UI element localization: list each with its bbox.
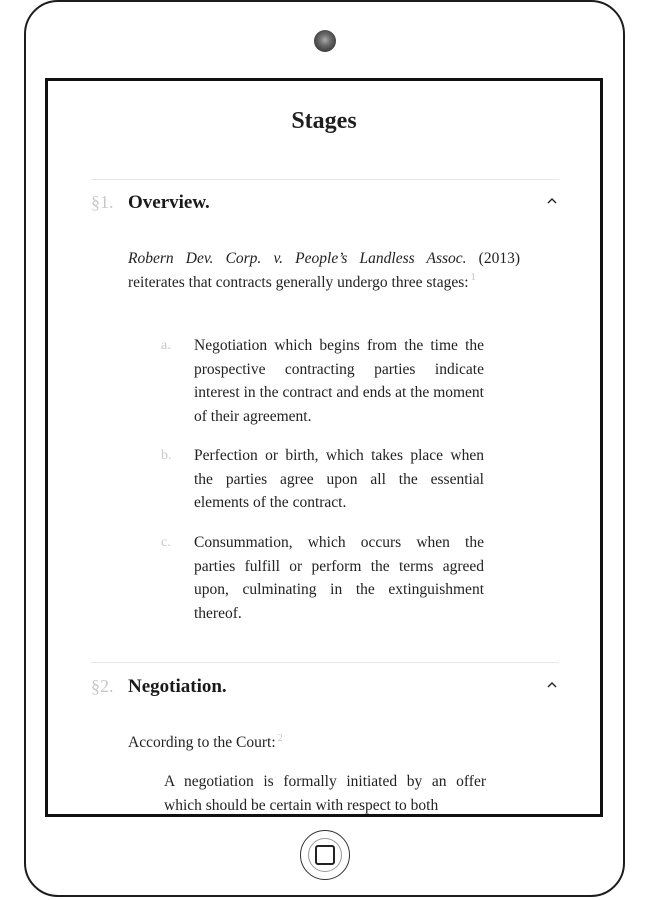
- page-title: Stages: [291, 108, 357, 134]
- chevron-up-icon[interactable]: [545, 678, 559, 692]
- list-item-text: Negotiation which begins from the time the prospective contracting parties indicate interest in the contract and ends at the moment of their agreement.: [194, 337, 484, 425]
- section-number: §2.: [91, 676, 114, 696]
- footnote-marker[interactable]: 2: [277, 732, 283, 744]
- block-quote: A negotiation is formally initiated by an offer which should be certain with respect to both: [164, 773, 486, 814]
- section-header-negotiation[interactable]: [91, 676, 559, 706]
- negotiation-intro: [128, 731, 520, 755]
- section-divider: [91, 179, 559, 180]
- section-divider: [91, 662, 559, 663]
- home-square-icon: [315, 845, 335, 865]
- section-number: §1.: [91, 192, 114, 212]
- intro-text: According to the Court:: [128, 734, 276, 751]
- footnote-marker[interactable]: 1: [470, 272, 476, 284]
- home-button[interactable]: [300, 830, 350, 880]
- camera-icon: [314, 30, 336, 52]
- list-letter: c.: [161, 535, 171, 550]
- list-item-text: Perfection or birth, which takes place when the parties agree upon all the essential elements of the contract.: [194, 447, 484, 511]
- list-letter: a.: [161, 338, 171, 353]
- case-citation: Robern Dev. Corp. v. People’s Landless Assoc.: [128, 250, 467, 267]
- section-title: Overview.: [128, 192, 210, 213]
- section-header-overview[interactable]: [91, 192, 559, 222]
- chevron-up-icon[interactable]: [545, 194, 559, 208]
- overview-paragraph: [128, 247, 520, 294]
- section-title: Negotiation.: [128, 676, 227, 697]
- screen: [45, 78, 603, 817]
- list-item-text: Consummation, which occurs when the parties fulfill or perform the terms agreed upon, culminating in the extinguishment thereof.: [194, 534, 484, 622]
- list-letter: b.: [161, 448, 172, 463]
- overview-text: (2013) reiterates that contracts generally undergo three stages:: [128, 250, 520, 291]
